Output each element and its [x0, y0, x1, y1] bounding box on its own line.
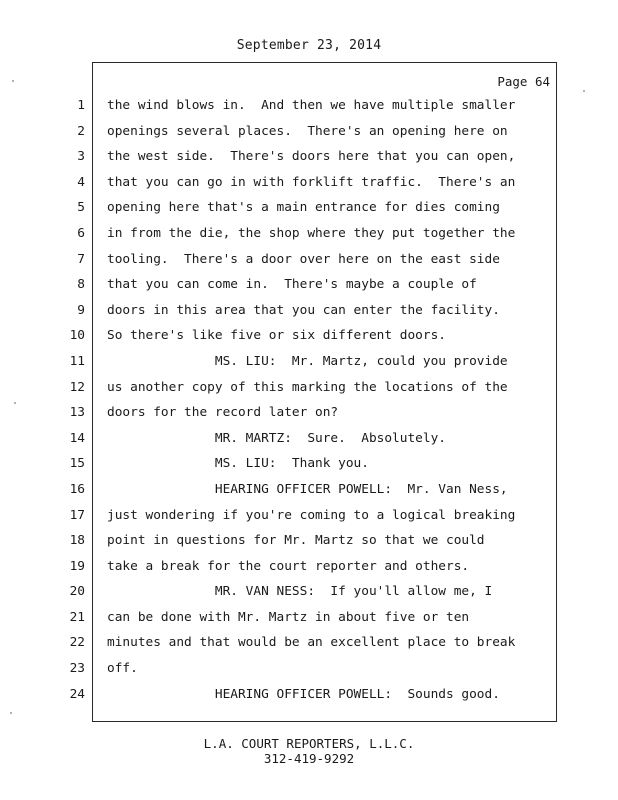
- line-text: openings several places. There's an opening here on: [107, 123, 508, 139]
- line-text: can be done with Mr. Martz in about five or ten: [107, 609, 470, 625]
- page-number: Page 64: [497, 74, 550, 89]
- transcript-line: [0, 480, 618, 506]
- line-number: 23: [69, 661, 85, 677]
- transcript-line: [0, 122, 618, 148]
- line-number: 6: [77, 225, 85, 241]
- line-number: 3: [77, 149, 85, 165]
- line-number: 20: [69, 584, 85, 600]
- line-text: that you can go in with forklift traffic. There's an: [107, 174, 516, 190]
- transcript-line: [0, 198, 618, 224]
- line-text: tooling. There's a door over here on the east side: [107, 251, 500, 267]
- line-number: 4: [77, 174, 85, 190]
- line-number: 12: [69, 379, 85, 395]
- scan-speck: [583, 90, 585, 92]
- scan-speck: [10, 712, 12, 714]
- transcript-line: [0, 659, 618, 685]
- line-text: MR. MARTZ: Sure. Absolutely.: [107, 430, 446, 446]
- line-number: 1: [77, 98, 85, 113]
- scan-speck: [14, 402, 16, 404]
- line-number: 21: [69, 609, 85, 625]
- line-number: 19: [69, 558, 85, 574]
- line-text: take a break for the court reporter and others.: [107, 558, 470, 574]
- transcript-line: [0, 685, 618, 711]
- transcript-line: [0, 454, 618, 480]
- line-text: So there's like five or six different doors.: [107, 328, 446, 344]
- line-text: doors in this area that you can enter the facility.: [107, 302, 500, 318]
- transcript-line: [0, 378, 618, 404]
- transcript-line: [0, 633, 618, 659]
- transcript-line: [0, 557, 618, 583]
- line-number: 18: [69, 533, 85, 549]
- transcript-line: [0, 96, 618, 122]
- line-text: that you can come in. There's maybe a couple of: [107, 277, 477, 293]
- transcript-line: [0, 582, 618, 608]
- line-text: point in questions for Mr. Martz so that we could: [107, 533, 485, 549]
- line-number: 14: [69, 430, 85, 446]
- line-text: HEARING OFFICER POWELL: Sounds good.: [107, 686, 500, 702]
- header-date: September 23, 2014: [236, 38, 382, 53]
- line-number: 8: [77, 277, 85, 293]
- line-number: 7: [77, 251, 85, 267]
- line-text: us another copy of this marking the locations of the: [107, 379, 508, 395]
- transcript-line: [0, 250, 618, 276]
- line-text: MS. LIU: Mr. Martz, could you provide: [107, 353, 508, 369]
- line-number: 15: [69, 456, 85, 472]
- line-number: 22: [69, 635, 85, 651]
- line-text: off.: [107, 661, 138, 677]
- transcript-line: [0, 531, 618, 557]
- scan-speck: [12, 80, 14, 82]
- transcript-line: [0, 429, 618, 455]
- line-number: 11: [69, 353, 85, 369]
- line-number: 10: [69, 328, 85, 344]
- transcript-line: [0, 326, 618, 352]
- transcript-line: [0, 173, 618, 199]
- footer-company: L.A. COURT REPORTERS, L.L.C.: [203, 736, 415, 751]
- line-text: opening here that's a main entrance for dies coming: [107, 200, 500, 216]
- line-number: 5: [77, 200, 85, 216]
- line-number: 2: [77, 123, 85, 139]
- transcript-lines: [0, 96, 618, 710]
- line-text: the wind blows in. And then we have multiple smaller: [107, 98, 516, 113]
- transcript-line: [0, 506, 618, 532]
- footer-phone: 312-419-9292: [263, 751, 355, 766]
- line-number: 13: [69, 405, 85, 421]
- transcript-line: [0, 352, 618, 378]
- line-text: just wondering if you're coming to a logical breaking: [107, 507, 516, 523]
- transcript-line: [0, 224, 618, 250]
- line-text: MR. VAN NESS: If you'll allow me, I: [107, 584, 493, 600]
- transcript-line: [0, 275, 618, 301]
- transcript-line: [0, 301, 618, 327]
- line-text: in from the die, the shop where they put together the: [107, 225, 516, 241]
- line-number: 9: [77, 302, 85, 318]
- line-text: minutes and that would be an excellent place to break: [107, 635, 516, 651]
- line-text: the west side. There's doors here that you can open,: [107, 149, 516, 165]
- line-number: 16: [69, 481, 85, 497]
- line-text: HEARING OFFICER POWELL: Mr. Van Ness,: [107, 481, 508, 497]
- transcript-line: [0, 147, 618, 173]
- transcript-line: [0, 403, 618, 429]
- footer: [0, 736, 618, 766]
- line-text: MS. LIU: Thank you.: [107, 456, 369, 472]
- line-text: doors for the record later on?: [107, 405, 339, 421]
- transcript-line: [0, 608, 618, 634]
- line-number: 17: [69, 507, 85, 523]
- line-number: 24: [69, 686, 85, 702]
